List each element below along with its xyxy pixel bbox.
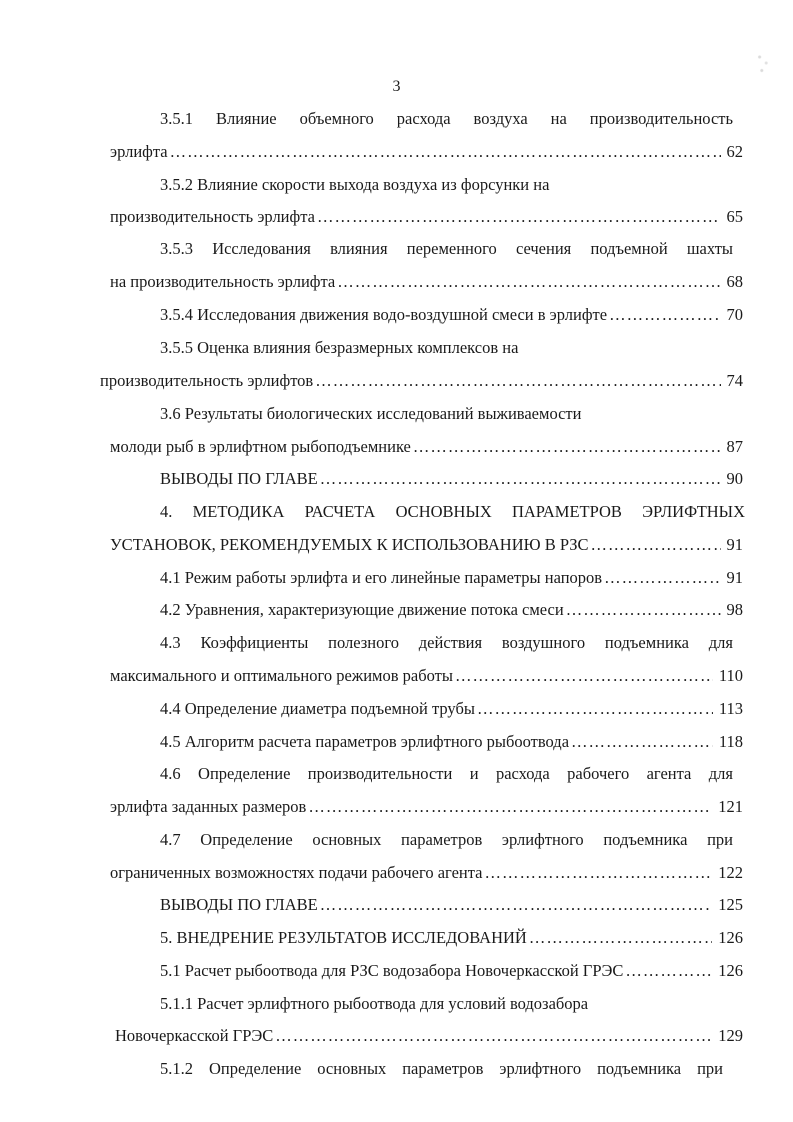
toc-entry-4-line2 bbox=[110, 534, 743, 556]
toc-entry-text: 4.5 Алгоритм расчета параметров эрлифтного рыбоотвода bbox=[160, 732, 570, 751]
toc-entry-text: молоди рыб в эрлифтном рыбоподъемнике bbox=[110, 437, 411, 456]
leader-dots bbox=[320, 468, 721, 490]
toc-entry-text: эрлифта bbox=[110, 142, 168, 161]
toc-entry-text: ВЫВОДЫ ПО ГЛАВЕ bbox=[160, 469, 318, 488]
toc-page-number: 70 bbox=[726, 305, 743, 324]
toc-page-number: 65 bbox=[726, 207, 743, 226]
toc-page-number: 74 bbox=[726, 371, 743, 390]
toc-page-number: 91 bbox=[726, 568, 743, 587]
leader-dots bbox=[529, 927, 712, 949]
toc-entry-text: 4.4 Определение диаметра подъемной трубы bbox=[160, 699, 475, 718]
toc-entry-5-1 bbox=[160, 960, 743, 982]
toc-page-number: 91 bbox=[726, 535, 743, 554]
toc-entry-conclusions-ch3 bbox=[160, 468, 743, 490]
toc-page-number: 98 bbox=[726, 600, 743, 619]
toc-entry-4-7-line1: 4.7 Определение основных параметров эрлифтного подъемника при bbox=[160, 830, 733, 849]
toc-entry-4-line1: 4. МЕТОДИКА РАСЧЕТА ОСНОВНЫХ ПАРАМЕТРОВ ЭРЛИФТНЫХ bbox=[160, 502, 745, 521]
toc-entry-5 bbox=[160, 927, 743, 949]
toc-entry-4-6-line2 bbox=[110, 796, 743, 818]
leader-dots bbox=[315, 370, 720, 392]
toc-entry-3-5-3-line1: 3.5.3 Исследования влияния переменного сечения подъемной шахты bbox=[160, 239, 733, 258]
toc-page-number: 113 bbox=[718, 699, 743, 718]
leader-dots bbox=[317, 206, 721, 228]
leader-dots bbox=[308, 796, 712, 818]
toc-entry-text: 4.2 Уравнения, характеризующие движение потока смеси bbox=[160, 600, 564, 619]
toc-entry-text: 4.1 Режим работы эрлифта и его линейные параметры напоров bbox=[160, 568, 603, 587]
toc-entry-4-4 bbox=[160, 698, 743, 720]
leader-dots bbox=[337, 271, 720, 293]
toc-entry-3-5-5-line2 bbox=[100, 370, 743, 392]
toc-entry-3-5-1-line2 bbox=[110, 141, 743, 163]
page-number: 3 bbox=[392, 78, 401, 95]
leader-dots bbox=[455, 665, 713, 687]
leader-dots bbox=[484, 862, 712, 884]
toc-entry-text: эрлифта заданных размеров bbox=[110, 797, 307, 816]
toc-entry-text: на производительность эрлифта bbox=[110, 272, 336, 291]
toc-entry-4-6-line1: 4.6 Определение производительности и расхода рабочего агента для bbox=[160, 764, 733, 783]
toc-page-number: 68 bbox=[726, 272, 743, 291]
toc-entry-text: производительность эрлифтов bbox=[100, 371, 314, 390]
leader-dots bbox=[625, 960, 712, 982]
toc-entry-4-3-line2 bbox=[110, 665, 743, 687]
toc-page-number: 118 bbox=[718, 732, 743, 751]
leader-dots bbox=[609, 304, 720, 326]
toc-entry-3-5-2-line1: 3.5.2 Влияние скорости выхода воздуха из форсунки на bbox=[160, 175, 550, 194]
scan-speck-mark bbox=[753, 48, 775, 78]
leader-dots bbox=[170, 141, 721, 163]
toc-entry-text: 3.5.4 Исследования движения водо-воздушной смеси в эрлифте bbox=[160, 305, 608, 324]
toc-entry-3-5-1-line1: 3.5.1 Влияние объемного расхода воздуха на производительность bbox=[160, 109, 733, 128]
toc-page-number: 125 bbox=[718, 895, 743, 914]
toc-entry-3-6-line2 bbox=[110, 436, 743, 458]
toc-entry-text: ограниченных возможностях подачи рабочего агента bbox=[110, 863, 483, 882]
toc-page-number: 126 bbox=[718, 928, 743, 947]
toc-entry-4-5 bbox=[160, 731, 743, 753]
toc-entry-text: 5.1 Расчет рыбоотвода для РЗС водозабора Новочеркасской ГРЭС bbox=[160, 961, 624, 980]
toc-page-number: 122 bbox=[718, 863, 743, 882]
toc-entry-3-6-line1: 3.6 Результаты биологических исследований выживаемости bbox=[160, 404, 582, 423]
leader-dots bbox=[413, 436, 721, 458]
leader-dots bbox=[566, 599, 721, 621]
toc-entry-5-1-2-line1: 5.1.2 Определение основных параметров эрлифтного подъемника при bbox=[160, 1059, 723, 1078]
toc-entry-text: максимального и оптимального режимов работы bbox=[110, 666, 453, 685]
toc-entry-3-5-2-line2 bbox=[110, 206, 743, 228]
toc-page-number: 90 bbox=[726, 469, 743, 488]
toc-entry-conclusions-ch4 bbox=[160, 894, 743, 916]
toc-page-number: 87 bbox=[726, 437, 743, 456]
toc-page-number: 62 bbox=[726, 142, 743, 161]
toc-entry-text: 5. ВНЕДРЕНИЕ РЕЗУЛЬТАТОВ ИССЛЕДОВАНИЙ bbox=[160, 928, 527, 947]
toc-entry-4-3-line1: 4.3 Коэффициенты полезного действия воздушного подъемника для bbox=[160, 633, 733, 652]
toc-entry-text: Новочеркасской ГРЭС bbox=[115, 1026, 274, 1045]
toc-page-number: 110 bbox=[718, 666, 743, 685]
leader-dots bbox=[590, 534, 720, 556]
leader-dots bbox=[320, 894, 713, 916]
toc-page-number: 126 bbox=[718, 961, 743, 980]
leader-dots bbox=[604, 567, 720, 589]
leader-dots bbox=[275, 1025, 712, 1047]
leader-dots bbox=[571, 731, 713, 753]
toc-entry-5-1-1-line2 bbox=[115, 1025, 743, 1047]
toc-entry-3-5-3-line2 bbox=[110, 271, 743, 293]
toc-entry-3-5-5-line1: 3.5.5 Оценка влияния безразмерных комплексов на bbox=[160, 338, 519, 357]
toc-entry-text: производительность эрлифта bbox=[110, 207, 315, 226]
toc-entry-4-1 bbox=[160, 567, 743, 589]
toc-entry-5-1-1-line1: 5.1.1 Расчет эрлифтного рыбоотвода для условий водозабора bbox=[160, 994, 589, 1013]
toc-entry-text: УСТАНОВОК, РЕКОМЕНДУЕМЫХ К ИСПОЛЬЗОВАНИЮ В РЗС bbox=[110, 535, 589, 554]
toc-page-number: 121 bbox=[718, 797, 743, 816]
leader-dots bbox=[477, 698, 713, 720]
toc-entry-text: ВЫВОДЫ ПО ГЛАВЕ bbox=[160, 895, 318, 914]
toc-entry-4-2 bbox=[160, 599, 743, 621]
toc-entry-4-7-line2 bbox=[110, 862, 743, 884]
toc-entry-3-5-4 bbox=[160, 304, 743, 326]
toc-page-number: 129 bbox=[718, 1026, 743, 1045]
